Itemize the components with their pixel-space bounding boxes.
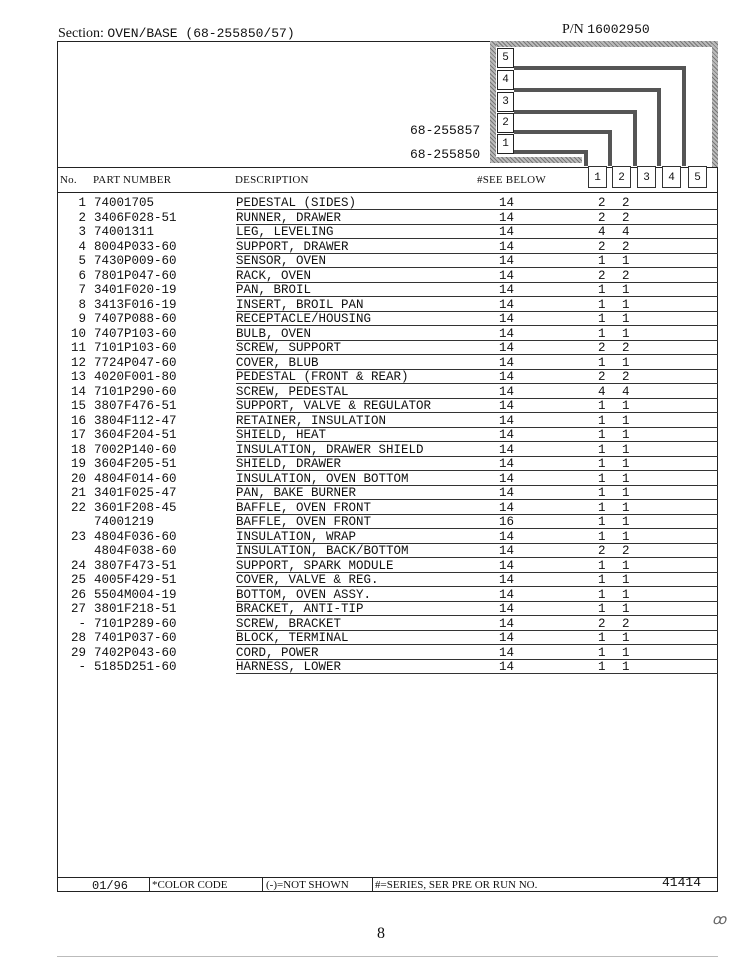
row-see-below: 14 [499,500,515,515]
bracket-number-5: 5 [497,48,514,68]
row-see-below: 14 [499,355,515,370]
bracket-drop-1 [584,150,588,166]
row-qty-1: 1 [598,660,606,674]
row-part-number: 4804F036-60 [94,529,177,544]
row-description: SCREW, PEDESTAL [236,384,349,399]
row-qty-1: 1 [598,442,606,457]
row-description: INSERT, BROIL PAN [236,297,364,312]
row-qty-1: 4 [598,225,606,239]
row-part-number: 7101P289-60 [94,616,177,631]
row-qty-2: 1 [622,486,630,500]
row-qty-2: 1 [622,413,630,428]
bracket-line-4 [514,88,661,92]
column-header-no: No. [60,174,77,186]
row-number: 19 [70,457,86,471]
row-qty-2: 4 [622,225,630,239]
footer-not-shown: (-)=NOT SHOWN [266,879,349,891]
row-qty-1: 1 [598,515,606,529]
row-description: RACK, OVEN [236,268,312,283]
row-qty-2: 1 [622,297,630,312]
row-see-below: 14 [499,457,515,471]
row-number: 20 [70,471,86,486]
row-number: 5 [78,254,86,268]
row-qty-1: 1 [598,471,606,486]
row-qty-1: 1 [598,326,606,341]
row-description: SCREW, SUPPORT [236,341,342,355]
footer-divider [57,877,718,878]
row-qty-1: 4 [598,384,606,399]
row-part-number: 3604F205-51 [94,457,177,471]
row-qty-1: 1 [598,631,606,645]
row-qty-2: 1 [622,573,630,587]
row-number: 22 [70,500,86,515]
row-description: INSULATION, DRAWER SHIELD [236,442,424,457]
qty-column-header-4: 4 [662,166,681,188]
row-description: CORD, POWER [236,645,319,660]
row-description: BOTTOM, OVEN ASSY. [236,587,372,602]
row-qty-1: 1 [598,312,606,326]
row-qty-1: 1 [598,297,606,312]
row-qty-2: 1 [622,399,630,413]
qty-column-header-1: 1 [588,166,607,188]
row-see-below: 14 [499,210,515,225]
section-label: Section: [58,26,104,41]
row-qty-2: 1 [622,428,630,442]
row-qty-1: 1 [598,486,606,500]
part-number-header [562,22,650,38]
row-part-number: 74001219 [94,515,155,529]
row-see-below: 14 [499,558,515,573]
row-qty-1: 1 [598,283,606,297]
row-description: INSULATION, OVEN BOTTOM [236,471,409,486]
row-part-number: 4020F001-80 [94,370,177,384]
row-qty-1: 1 [598,529,606,544]
bracket-line-5 [514,66,686,70]
row-see-below: 14 [499,268,515,283]
row-see-below: 14 [499,384,515,399]
row-see-below: 14 [499,442,515,457]
row-qty-1: 2 [598,341,606,355]
footer-separator [372,877,373,892]
row-number: 8 [78,297,86,312]
bracket-number-4: 4 [497,70,514,90]
column-header-description: DESCRIPTION [235,174,309,186]
row-see-below: 14 [499,326,515,341]
row-qty-1: 1 [598,587,606,602]
row-description: BLOCK, TERMINAL [236,631,349,645]
row-description: BAFFLE, OVEN FRONT [236,515,372,529]
row-number: 29 [70,645,86,660]
column-header-part-number: PART NUMBER [93,174,172,186]
row-see-below: 14 [499,297,515,312]
row-number: 24 [70,558,86,573]
row-part-number: 3413F016-19 [94,297,177,312]
row-qty-1: 2 [598,268,606,283]
row-qty-1: 1 [598,645,606,660]
bracket-shading-bottom [490,157,582,163]
row-qty-1: 1 [598,457,606,471]
row-qty-2: 1 [622,529,630,544]
row-see-below: 14 [499,616,515,631]
row-number: 7 [78,283,86,297]
row-see-below: 14 [499,471,515,486]
bracket-shading-right [712,41,718,167]
row-qty-2: 4 [622,384,630,399]
row-part-number: 7407P103-60 [94,326,177,341]
row-qty-2: 1 [622,515,630,529]
row-part-number: 7724P047-60 [94,355,177,370]
bracket-line-3 [514,110,637,114]
row-part-number: 7401P037-60 [94,631,177,645]
row-part-number: 4005F429-51 [94,573,177,587]
row-part-number: 3401F020-19 [94,283,177,297]
row-qty-1: 2 [598,616,606,631]
row-see-below: 14 [499,631,515,645]
footer-separator [149,877,150,892]
row-qty-1: 1 [598,254,606,268]
section-title [58,26,295,42]
row-see-below: 14 [499,529,515,544]
row-part-number: 7402P043-60 [94,645,177,660]
row-number: 10 [70,326,86,341]
row-qty-2: 2 [622,616,630,631]
row-see-below: 14 [499,341,515,355]
row-see-below: 14 [499,283,515,297]
row-description: BAFFLE, OVEN FRONT [236,500,372,515]
row-see-below: 14 [499,573,515,587]
row-qty-2: 2 [622,268,630,283]
row-description: INSULATION, WRAP [236,529,357,544]
row-description: PEDESTAL (FRONT & REAR) [236,370,409,384]
row-number: 21 [70,486,86,500]
series-label-57: 68-255857 [410,123,481,138]
row-qty-1: 1 [598,355,606,370]
bracket-shading-top [490,41,718,47]
pn-value: 16002950 [587,22,650,37]
row-number: - [78,616,86,631]
footer-separator [262,877,263,892]
row-qty-2: 1 [622,500,630,515]
row-description: COVER, BLUB [236,355,319,370]
row-part-number: 74001311 [94,225,155,239]
row-part-number: 8004P033-60 [94,239,177,254]
row-see-below: 14 [499,486,515,500]
row-see-below: 14 [499,645,515,660]
bracket-number-3: 3 [497,92,514,112]
row-number: 11 [70,341,86,355]
bracket-line-1 [514,150,588,154]
row-qty-2: 1 [622,355,630,370]
qty-column-header-2: 2 [612,166,631,188]
row-see-below: 14 [499,602,515,616]
row-see-below: 14 [499,254,515,268]
footer-document-number: 41414 [662,875,702,890]
row-number: 1 [78,196,86,210]
row-see-below: 14 [499,413,515,428]
row-see-below: 14 [499,312,515,326]
row-qty-1: 2 [598,196,606,210]
row-part-number: 3604F204-51 [94,428,177,442]
bracket-line-2 [514,130,612,134]
series-label-50: 68-255850 [410,147,481,162]
row-description: SUPPORT, SPARK MODULE [236,558,394,573]
row-qty-2: 1 [622,471,630,486]
row-part-number: 7407P088-60 [94,312,177,326]
row-part-number: 7101P103-60 [94,341,177,355]
row-part-number: 3804F112-47 [94,413,177,428]
row-description: LEG, LEVELING [236,225,334,239]
footer-date: 01/96 [92,879,129,893]
footer-series-note: #=SERIES, SER PRE OR RUN NO. [375,879,538,891]
row-qty-1: 1 [598,399,606,413]
row-see-below: 14 [499,196,515,210]
row-number: 13 [70,370,86,384]
row-description: RECEPTACLE/HOUSING [236,312,372,326]
row-qty-1: 1 [598,558,606,573]
qty-column-header-5: 5 [688,166,707,188]
row-see-below: 14 [499,587,515,602]
row-qty-2: 1 [622,587,630,602]
row-part-number: 74001705 [94,196,155,210]
row-qty-2: 1 [622,442,630,457]
row-see-below: 14 [499,399,515,413]
row-qty-2: 1 [622,631,630,645]
row-qty-1: 1 [598,413,606,428]
row-part-number: 4804F014-60 [94,471,177,486]
row-description: HARNESS, LOWER [236,660,342,674]
row-number: 25 [70,573,86,587]
row-qty-2: 2 [622,341,630,355]
row-part-number: 3807F473-51 [94,558,177,573]
row-part-number: 7101P290-60 [94,384,177,399]
row-qty-2: 1 [622,326,630,341]
row-qty-1: 1 [598,573,606,587]
row-qty-1: 2 [598,370,606,384]
row-description: PEDESTAL (SIDES) [236,196,357,210]
row-qty-2: 1 [622,457,630,471]
row-number: - [78,660,86,674]
row-qty-2: 1 [622,660,630,674]
bracket-number-1: 1 [497,134,514,154]
row-qty-2: 1 [622,645,630,660]
bracket-drop-4 [657,88,661,166]
handwritten-mark: ꝏ [712,913,727,928]
row-number: 15 [70,399,86,413]
row-see-below: 14 [499,225,515,239]
pn-label: P/N [562,22,584,37]
row-see-below: 16 [499,515,515,529]
row-part-number: 5185D251-60 [94,660,177,674]
row-underline [236,673,718,674]
bracket-number-2: 2 [497,113,514,133]
row-description: SHIELD, DRAWER [236,457,342,471]
row-number: 16 [70,413,86,428]
row-number: 12 [70,355,86,370]
row-part-number: 7430P009-60 [94,254,177,268]
row-part-number: 3807F476-51 [94,399,177,413]
row-see-below: 14 [499,370,515,384]
row-see-below: 14 [499,428,515,442]
column-header-divider [57,192,718,193]
row-qty-2: 1 [622,602,630,616]
row-description: BRACKET, ANTI-TIP [236,602,364,616]
row-description: SCREW, BRACKET [236,616,342,631]
row-number: 26 [70,587,86,602]
row-number: 23 [70,529,86,544]
row-qty-1: 2 [598,210,606,225]
row-qty-2: 2 [622,196,630,210]
row-number: 28 [70,631,86,645]
row-qty-1: 1 [598,602,606,616]
page-bottom-rule [57,956,718,957]
row-qty-1: 2 [598,544,606,558]
footer-color-code: *COLOR CODE [152,879,228,891]
row-description: PAN, BROIL [236,283,312,297]
page-number: 8 [377,925,385,942]
row-number: 27 [70,602,86,616]
bracket-drop-3 [633,110,637,166]
bracket-drop-2 [608,130,612,166]
column-header-see-below: #SEE BELOW [477,174,546,186]
row-description: RETAINER, INSULATION [236,413,387,428]
row-number: 18 [70,442,86,457]
row-qty-2: 1 [622,283,630,297]
row-description: PAN, BAKE BURNER [236,486,357,500]
row-description: COVER, VALVE & REG. [236,573,379,587]
row-qty-2: 2 [622,239,630,254]
row-part-number: 3601F208-45 [94,500,177,515]
row-part-number: 3801F218-51 [94,602,177,616]
row-qty-2: 2 [622,370,630,384]
row-part-number: 3406F028-51 [94,210,177,225]
row-qty-2: 1 [622,312,630,326]
row-part-number: 4804F038-60 [94,544,177,558]
row-see-below: 14 [499,544,515,558]
row-number: 3 [78,225,86,239]
row-number: 4 [78,239,86,254]
row-part-number: 5504M004-19 [94,587,177,602]
row-number: 9 [78,312,86,326]
qty-column-header-3: 3 [637,166,656,188]
row-qty-2: 2 [622,544,630,558]
row-description: SENSOR, OVEN [236,254,327,268]
row-description: SUPPORT, DRAWER [236,239,349,254]
row-qty-2: 2 [622,210,630,225]
row-qty-1: 1 [598,500,606,515]
row-part-number: 3401F025-47 [94,486,177,500]
row-part-number: 7002P140-60 [94,442,177,457]
row-number: 2 [78,210,86,225]
row-qty-1: 2 [598,239,606,254]
row-qty-2: 1 [622,558,630,573]
row-see-below: 14 [499,239,515,254]
row-number: 6 [78,268,86,283]
row-description: SUPPORT, VALVE & REGULATOR [236,399,432,413]
row-qty-2: 1 [622,254,630,268]
row-number: 14 [70,384,86,399]
row-qty-1: 1 [598,428,606,442]
row-description: RUNNER, DRAWER [236,210,342,225]
row-number: 17 [70,428,86,442]
bracket-shading-left [490,41,496,159]
section-value: OVEN/BASE (68-255850/57) [107,26,295,41]
row-description: INSULATION, BACK/BOTTOM [236,544,409,558]
row-part-number: 7801P047-60 [94,268,177,283]
row-see-below: 14 [499,660,515,674]
row-description: SHIELD, HEAT [236,428,327,442]
row-description: BULB, OVEN [236,326,312,341]
bracket-drop-5 [682,66,686,166]
